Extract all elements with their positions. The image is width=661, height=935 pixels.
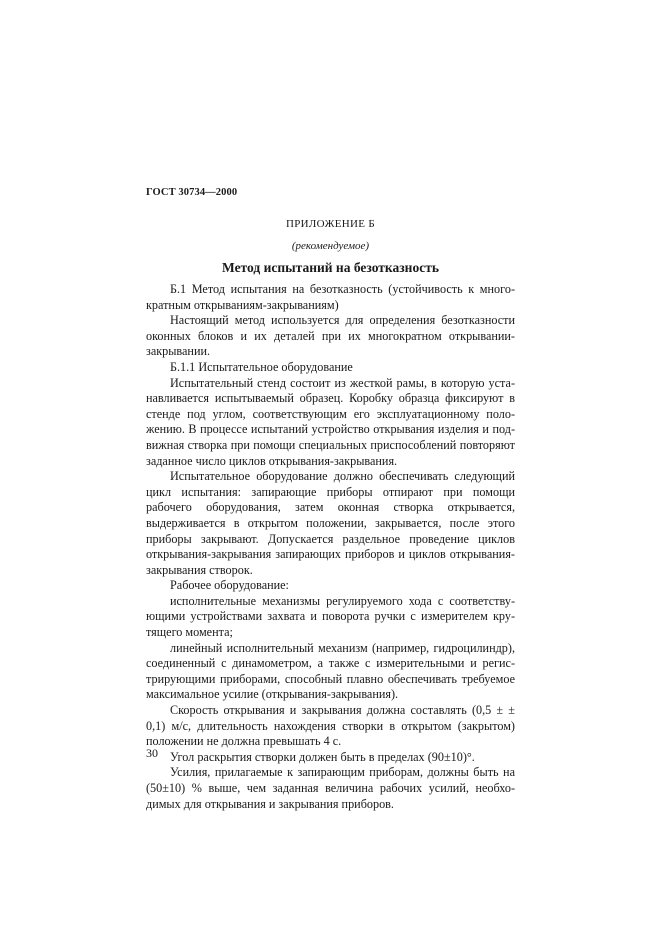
paragraph-speed: Скорость открывания и закрывания должна составлять (0,5 ± ± 0,1) м/с, длительность нахождения створки в открытом (закрытом) положении не должна превышать 4 с.: [146, 703, 515, 749]
appendix-label: ПРИЛОЖЕНИЕ Б: [286, 218, 375, 230]
page-number: 30: [146, 746, 158, 760]
document-code: ГОСТ 30734—2000: [146, 187, 238, 198]
paragraph-method-definition: Б.1 Метод испытания на безотказность (устойчивость к многократным открываниям-закрываниям): [146, 282, 515, 312]
paragraph-test-cycle: Испытательное оборудование должно обеспечивать следующий цикл испытания: запирающие приборы отпирают при помощи рабочего оборудования, затем оконная створка открывается, выдерживается в открытом положении, закрывается, после этого приборы закрывают. Допускается раздельное проведение циклов открывания-закрывания запирающих приборов и циклов открывания-закрывания створок.: [146, 469, 515, 577]
appendix-title: Метод испытаний на безотказность: [222, 260, 439, 275]
appendix-status: (рекомендуемое): [291, 240, 370, 252]
paragraph-forces: Усилия, прилагаемые к запирающим приборам, должны быть на (50±10) % выше, чем заданная величина рабочих усилий, необходимых для открывания и закрывания приборов.: [146, 765, 515, 811]
body-text: [146, 282, 515, 812]
paragraph-section-heading-equipment: Б.1.1 Испытательное оборудование: [170, 359, 353, 374]
paragraph-working-equipment: Рабочее оборудование:: [170, 578, 289, 593]
paragraph-test-stand: Испытательный стенд состоит из жесткой рамы, в которую устанавливается испытываемый образец. Коробку образца фиксируют в стенде под углом, соответствующим его эксплуатационному положению. В процессе испытаний устройство открывания изделия и подвижная створка при помощи специальных приспособлений повторяют заданное число циклов открывания-закрывания.: [146, 375, 515, 468]
paragraph-method-purpose: Настоящий метод используется для определения безотказности оконных блоков и их деталей при их многократном открывании-закрывании.: [146, 313, 515, 359]
paragraph-opening-angle: Угол раскрытия створки должен быть в пределах (90±10)°.: [170, 749, 475, 764]
paragraph-linear-actuator: линейный исполнительный механизм (например, гидроцилиндр), соединенный с динамометром, а также с измерительными и регистрирующими приборами, способный плавно обеспечивать требуемое максимальное усилие (открывания-закрывания).: [146, 640, 515, 702]
paragraph-actuators: исполнительные механизмы регулируемого хода с соответствующими устройствами захвата и поворота ручки с измерителем крутящего момента;: [146, 593, 515, 640]
